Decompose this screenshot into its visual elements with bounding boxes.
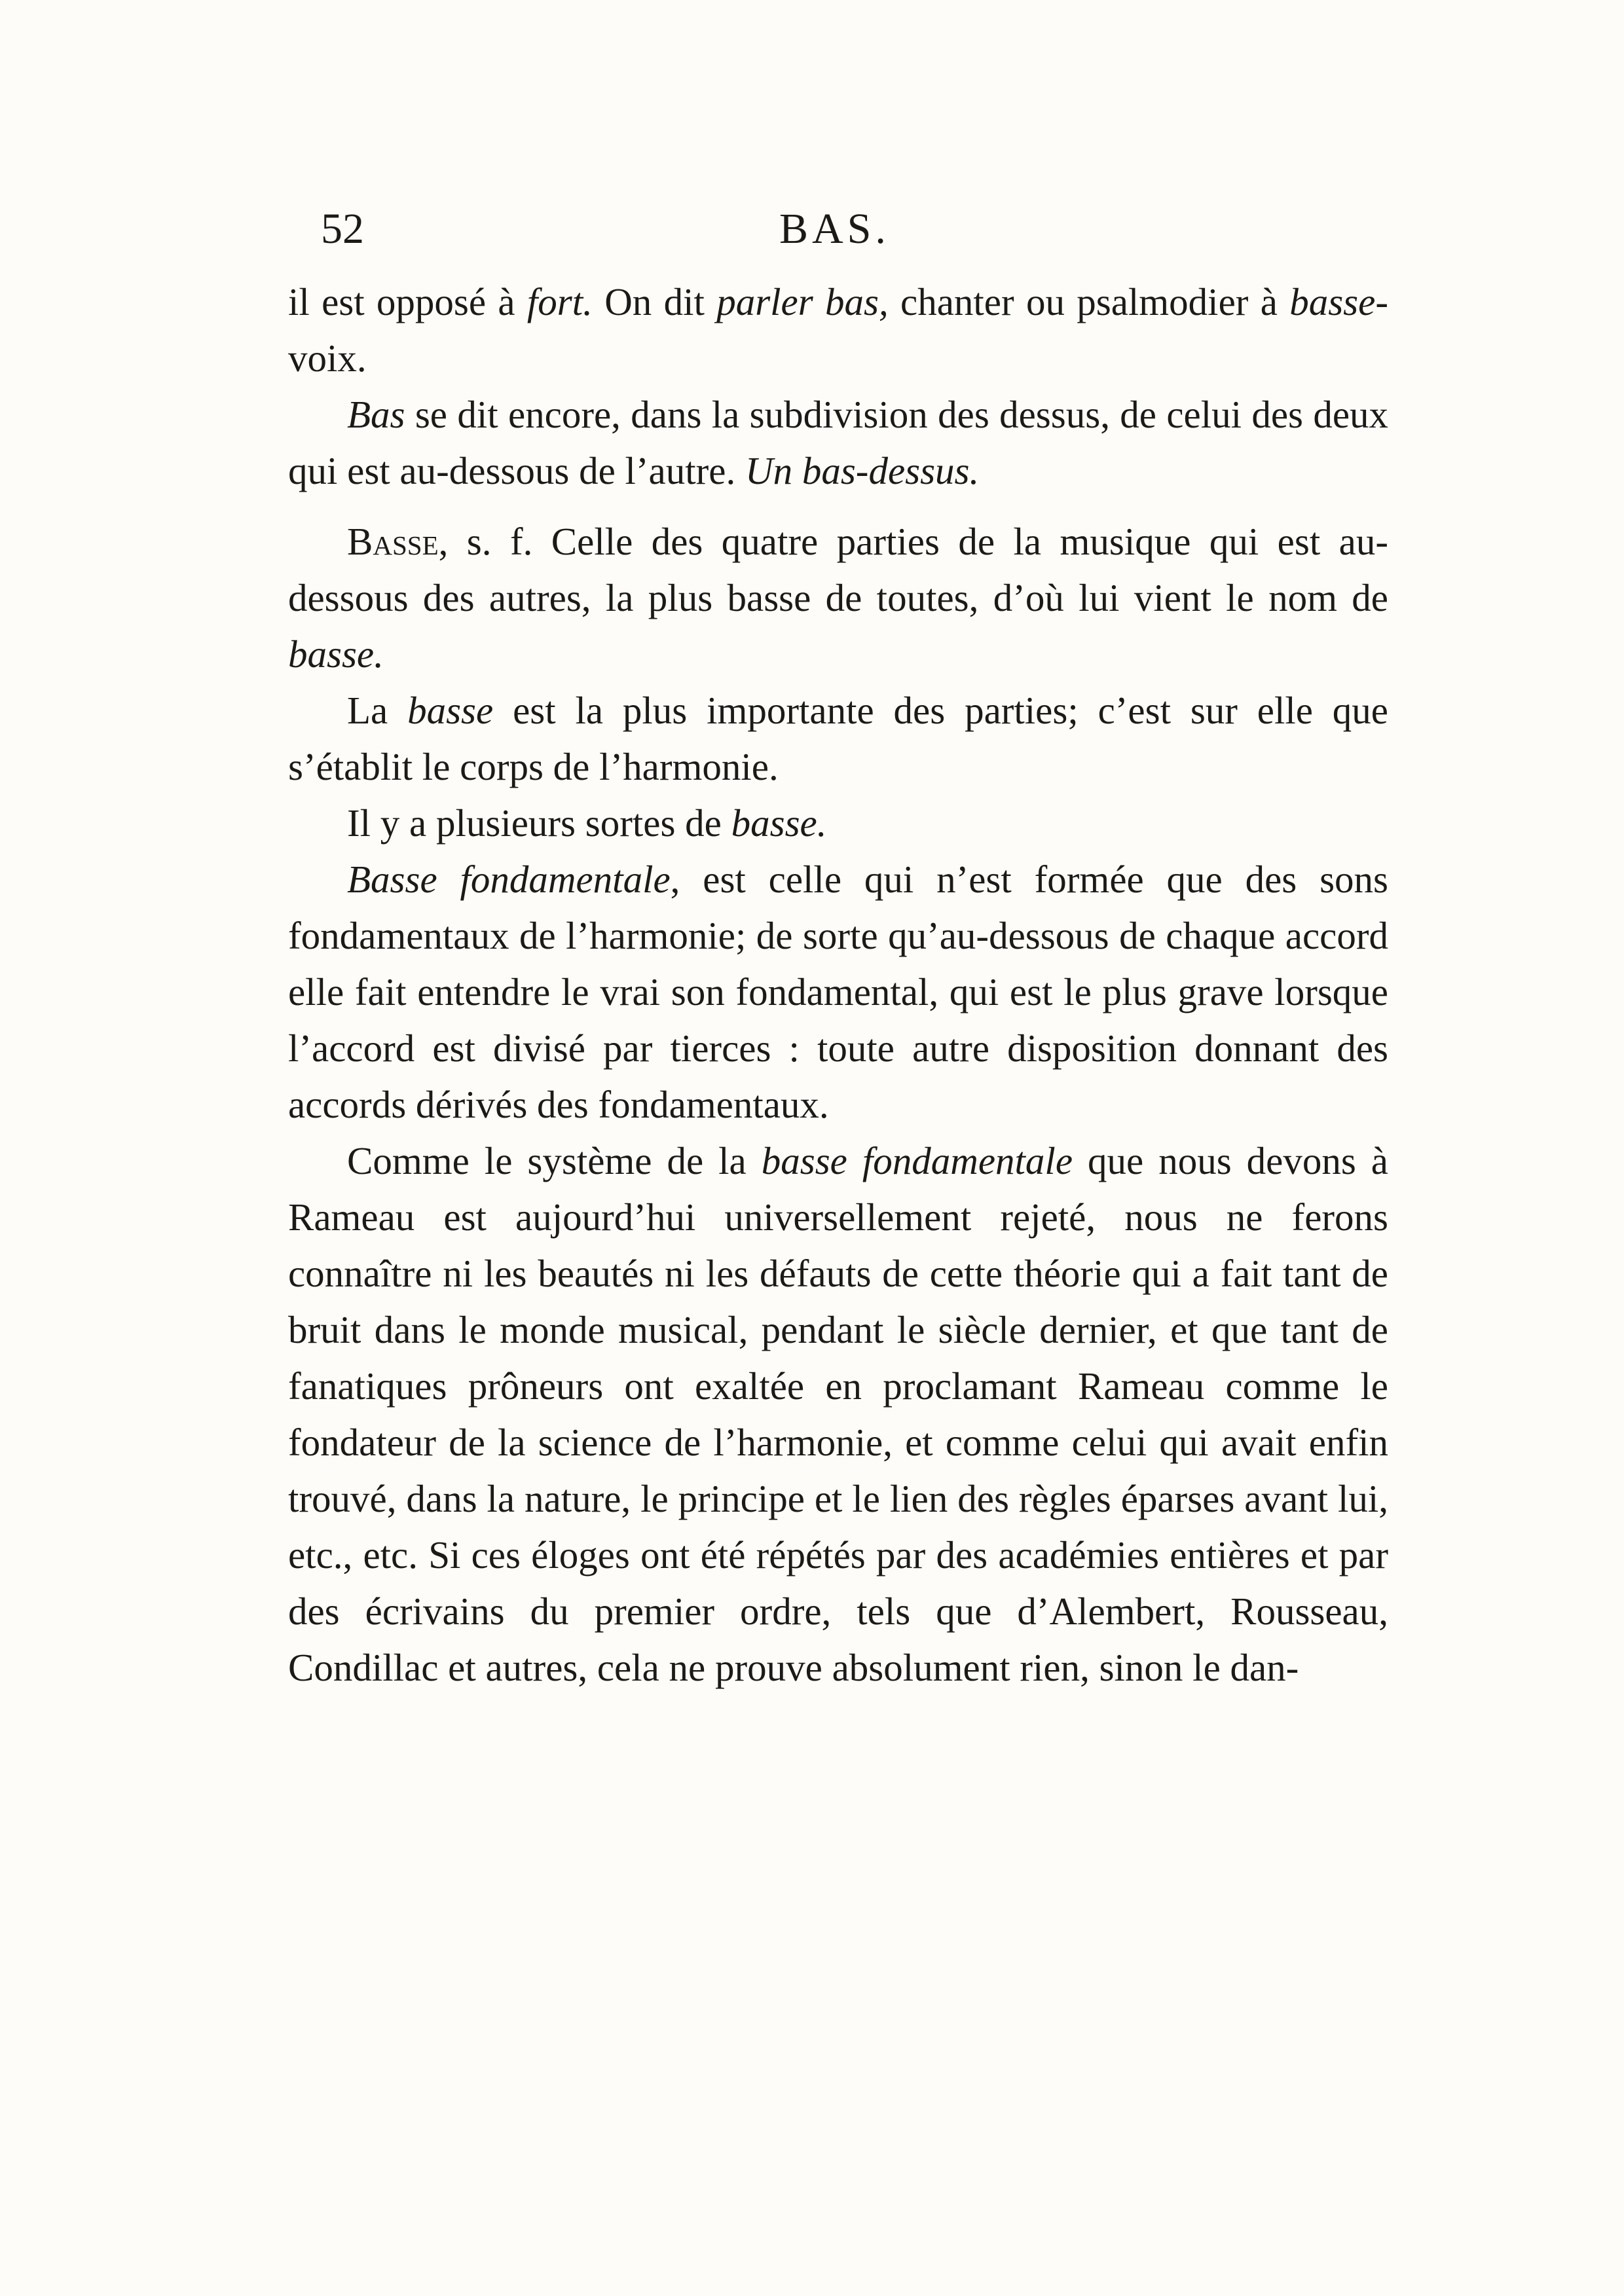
italic-term: Basse fondamentale xyxy=(347,858,671,901)
running-head: BAS. xyxy=(779,205,890,253)
text-run: est la plus importante des parties; c’est sur elle que s’établit le corps de l’harmonie. xyxy=(288,689,1388,788)
italic-term: fort. xyxy=(526,280,593,323)
text-run: que nous devons à Rameau est aujourd’hui universellement rejeté, nous ne ferons connaître ni les beautés ni les défauts de cette théorie qui a fait tant de bruit dans le monde musical, pendant le siècle dernier, et que tant de fanatiques prôneurs ont exaltée en proclamant Rameau comme le fondateur de la science de l’harmonie, et comme celui qui avait enfin trouvé, dans la nature, le principe et le lien des règles éparses avant lui, etc., etc. Si ces éloges ont été répétés par des académies entières et par des écrivains du premier ordre, tels que d’Alembert, Rousseau, Condillac et autres, cela ne prouve absolument rien, sinon le dan- xyxy=(288,1139,1388,1689)
text-run: Comme le système de la xyxy=(347,1139,762,1182)
text-run: , est celle qui n’est formée que des sons fondamentaux de l’harmonie; de sorte qu’au-dessous de chaque accord elle fait entendre le vrai son fondamental, qui est le plus grave lorsque l’accord est divisé par tierces : toute autre disposition donnant des accords dérivés des fondamentaux. xyxy=(288,858,1389,1126)
italic-term: basse xyxy=(407,689,494,732)
text-run: se dit encore, dans la subdivision des dessus, de celui des deux qui est au-dessous de l’autre. xyxy=(288,393,1388,492)
paragraph-5 xyxy=(288,795,1388,851)
italic-term: basse. xyxy=(731,801,827,845)
italic-term: Bas xyxy=(347,393,405,436)
entry-basse xyxy=(288,513,1388,682)
paragraph-7 xyxy=(288,1133,1388,1696)
text-run: On dit xyxy=(592,280,717,323)
text-run: , s. f. Celle des quatre parties de la musique qui est au-dessous des autres, la plus basse de toutes, d’où lui vient le nom de xyxy=(288,520,1388,619)
paragraph-1 xyxy=(288,274,1388,386)
text-run: La xyxy=(347,689,408,732)
italic-term: basse fondamentale xyxy=(761,1139,1073,1182)
italic-term: Un bas-dessus. xyxy=(745,449,980,492)
paragraph-6 xyxy=(288,851,1388,1133)
text-run: Il y a plusieurs sortes de xyxy=(347,801,731,845)
italic-term: basse xyxy=(1289,280,1376,323)
text-run: chanter ou psalmodier à xyxy=(888,280,1290,323)
text-run: -voix. xyxy=(288,280,1388,380)
italic-term: parler bas, xyxy=(716,280,889,323)
text-run: il est opposé à xyxy=(288,280,527,323)
paragraph-4 xyxy=(288,682,1388,795)
entry-headword: Basse xyxy=(347,520,439,563)
paragraph-2 xyxy=(288,386,1388,499)
page-number: 52 xyxy=(321,205,364,253)
italic-term: basse. xyxy=(288,632,384,676)
page-header xyxy=(321,200,1369,259)
body-text xyxy=(288,274,1388,1696)
